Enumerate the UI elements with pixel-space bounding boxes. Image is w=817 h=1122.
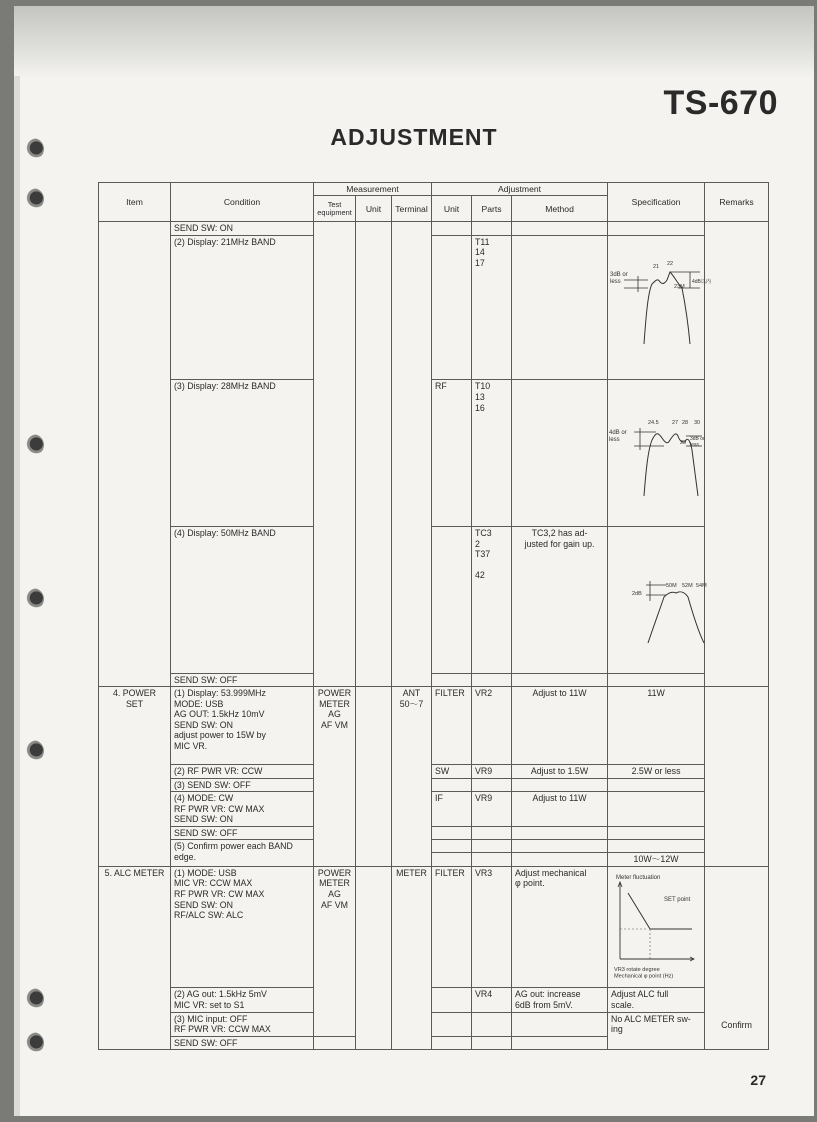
spec-cell: No ALC METER sw- ing	[608, 1012, 705, 1050]
scan-shadow	[14, 6, 814, 78]
figure-label-line: less	[610, 278, 621, 285]
response-figure-28mhz	[608, 380, 705, 527]
header-condition: Condition	[171, 183, 314, 222]
parts-cell: VR9	[472, 792, 512, 827]
method-cell: Adjust to 1.5W	[512, 765, 608, 779]
figure-label-line: 4dB or	[609, 430, 627, 437]
spec-cell	[608, 826, 705, 840]
spec-cell	[608, 222, 705, 236]
method-cell: Adjust to 11W	[512, 792, 608, 827]
adj-unit-cell: IF	[432, 792, 472, 827]
method-cell	[512, 1012, 608, 1036]
binder-hole	[22, 988, 44, 1010]
test-equipment-cell: POWER METER AG AF VM	[314, 866, 356, 1036]
adj-unit-cell	[432, 778, 472, 792]
condition-cell: (5) Confirm power each BAND edge.	[171, 840, 314, 867]
figure-label-line: VR3 rotate degree	[614, 966, 660, 973]
method-cell: Adjust to 11W	[512, 687, 608, 765]
header-adjustment-unit: Unit	[432, 196, 472, 222]
adj-unit-cell	[432, 526, 472, 673]
terminal-cell: METER	[392, 866, 432, 1049]
figure-label: 21	[653, 263, 660, 270]
response-curve-28mhz	[608, 380, 704, 523]
spec-cell	[608, 792, 705, 827]
terminal-cell: ANT 50～7	[392, 687, 432, 867]
figure-label: 24.5	[648, 420, 659, 427]
condition-cell: (2) AG out: 1.5kHz 5mV MIC VR: set to S1	[171, 988, 314, 1012]
method-cell	[512, 222, 608, 236]
header-measurement: Measurement	[314, 183, 432, 196]
test-equipment-cell	[314, 222, 356, 687]
method-cell: TC3,2 has ad- justed for gain up.	[512, 526, 608, 673]
parts-cell: VR9	[472, 765, 512, 779]
adj-unit-cell: RF	[432, 380, 472, 527]
parts-cell	[472, 222, 512, 236]
method-cell	[512, 853, 608, 867]
figure-label-line: less	[690, 442, 699, 449]
model-number: TS-670	[663, 84, 778, 122]
binder-hole	[22, 588, 44, 610]
spec-cell: Adjust ALC full scale.	[608, 988, 705, 1012]
test-equipment-cell	[314, 1036, 356, 1050]
parts-cell: TC3 2 T37 42	[472, 526, 512, 673]
figure-label	[609, 430, 627, 443]
response-curve-21mhz	[608, 236, 711, 377]
unit-cell	[356, 866, 392, 1049]
condition-cell: (4) MODE: CW RF PWR VR: CW MAX SEND SW: ON	[171, 792, 314, 827]
page-title: ADJUSTMENT	[330, 124, 498, 150]
parts-cell: VR2	[472, 687, 512, 765]
figure-label: 28	[682, 420, 689, 427]
adj-unit-cell	[432, 853, 472, 867]
spec-cell: 2.5W or less	[608, 765, 705, 779]
item-power-set: 4. POWER SET	[99, 687, 171, 867]
header-method: Method	[512, 196, 608, 222]
remarks-cell	[705, 222, 769, 687]
binder-hole	[22, 434, 44, 456]
figure-label: 4dB以内	[692, 278, 711, 285]
figure-label: 30	[694, 420, 701, 427]
binder-hole	[22, 188, 44, 210]
method-cell	[512, 380, 608, 527]
method-cell	[512, 840, 608, 853]
binder-strip	[14, 76, 20, 1116]
figure-caption	[614, 967, 673, 979]
alc-meter-figure	[608, 866, 705, 988]
unit-cell	[356, 222, 392, 687]
figure-label: 23M	[674, 283, 685, 290]
test-equipment-cell: POWER METER AG AF VM	[314, 687, 356, 867]
method-cell	[512, 826, 608, 840]
method-cell	[512, 778, 608, 792]
header-terminal: Terminal	[392, 196, 432, 222]
unit-cell	[356, 687, 392, 867]
svg-text:3dB orless	[610, 272, 628, 285]
meter-fluctuation-graph	[608, 867, 704, 985]
remarks-cell	[705, 687, 769, 867]
header-test-equipment: Test equipment	[314, 196, 356, 222]
binder-hole	[22, 1032, 44, 1054]
item-cell-continued	[99, 222, 171, 687]
condition-cell: SEND SW: OFF	[171, 1036, 314, 1050]
figure-label-line: 3dB or	[610, 271, 628, 278]
condition-cell: (2) RF PWR VR: CCW	[171, 765, 314, 779]
header-adjustment: Adjustment	[432, 183, 608, 196]
spec-cell: 10W～12W	[608, 853, 705, 867]
condition-cell: (4) Display: 50MHz BAND	[171, 526, 314, 673]
figure-label: 2dB	[632, 590, 642, 597]
parts-cell: VR3	[472, 866, 512, 988]
condition-cell: SEND SW: OFF	[171, 673, 314, 687]
binder-hole	[22, 740, 44, 762]
method-cell	[512, 1036, 608, 1050]
parts-cell	[472, 778, 512, 792]
adj-unit-cell	[432, 840, 472, 853]
figure-label: SET point	[664, 896, 691, 903]
figure-label-line: less	[609, 437, 620, 444]
adj-unit-cell	[432, 1036, 472, 1050]
parts-cell	[472, 840, 512, 853]
parts-cell	[472, 1012, 512, 1036]
parts-cell	[472, 853, 512, 867]
header-remarks: Remarks	[705, 183, 769, 222]
method-cell: AG out: increase 6dB from 5mV.	[512, 988, 608, 1012]
figure-label	[690, 436, 705, 448]
spec-cell	[608, 673, 705, 687]
adj-unit-cell	[432, 673, 472, 687]
spec-cell	[608, 840, 705, 853]
condition-cell: SEND SW: ON	[171, 222, 314, 236]
adj-unit-cell	[432, 826, 472, 840]
method-cell	[512, 235, 608, 380]
figure-label: 29	[680, 440, 687, 447]
parts-cell	[472, 1036, 512, 1050]
remarks-cell	[705, 866, 769, 1049]
adj-unit-cell	[432, 1012, 472, 1036]
figure-label-line: 3dB or	[690, 436, 705, 443]
figure-label: 50M	[666, 582, 677, 589]
page-number: 27	[750, 1072, 766, 1088]
header-specification: Specification	[608, 183, 705, 222]
figure-label: 52M	[682, 582, 693, 589]
adj-unit-cell: FILTER	[432, 687, 472, 765]
spec-cell	[608, 778, 705, 792]
figure-label-line: Mechanical φ point (Hz)	[614, 973, 674, 980]
figure-label: 54M	[696, 582, 707, 589]
figure-label: 22	[667, 260, 674, 267]
condition-cell: (3) Display: 28MHz BAND	[171, 380, 314, 527]
response-figure-21mhz	[608, 235, 711, 380]
parts-cell: VR4	[472, 988, 512, 1012]
terminal-cell	[392, 222, 432, 687]
condition-cell: (1) MODE: USB MIC VR: CCW MAX RF PWR VR: CW MAX SEND SW: ON RF/ALC SW: ALC	[171, 866, 314, 988]
item-alc-meter: 5. ALC METER	[99, 866, 171, 1049]
manual-page	[14, 6, 814, 1116]
header-measurement-unit: Unit	[356, 196, 392, 222]
adj-unit-cell	[432, 222, 472, 236]
remarks-confirm: Confirm	[721, 1019, 752, 1030]
adjustment-table	[98, 182, 769, 1050]
adj-unit-cell: FILTER	[432, 866, 472, 988]
parts-cell	[472, 673, 512, 687]
adj-unit-cell	[432, 235, 472, 380]
condition-cell: (2) Display: 21MHz BAND	[171, 235, 314, 380]
figure-label: 27	[672, 420, 679, 427]
condition-cell: (3) MIC input: OFF RF PWR VR: CCW MAX	[171, 1012, 314, 1036]
adj-unit-cell	[432, 988, 472, 1012]
figure-label: Meter fluctuation	[616, 874, 661, 881]
parts-cell: T10 13 16	[472, 380, 512, 527]
response-figure-50mhz	[608, 526, 705, 673]
response-curve-50mhz	[608, 527, 707, 670]
condition-cell: SEND SW: OFF	[171, 826, 314, 840]
condition-cell: (3) SEND SW: OFF	[171, 778, 314, 792]
parts-cell	[472, 826, 512, 840]
method-cell	[512, 673, 608, 687]
header-parts: Parts	[472, 196, 512, 222]
header-item: Item	[99, 183, 171, 222]
spec-cell: 11W	[608, 687, 705, 765]
parts-cell: T11 14 17	[472, 235, 512, 380]
condition-cell: (1) Display: 53.999MHz MODE: USB AG OUT: 1.5kHz 10mV SEND SW: ON adjust power to 15W by MIC VR.	[171, 687, 314, 765]
method-cell: Adjust mechanical φ point.	[512, 866, 608, 988]
adj-unit-cell: SW	[432, 765, 472, 779]
